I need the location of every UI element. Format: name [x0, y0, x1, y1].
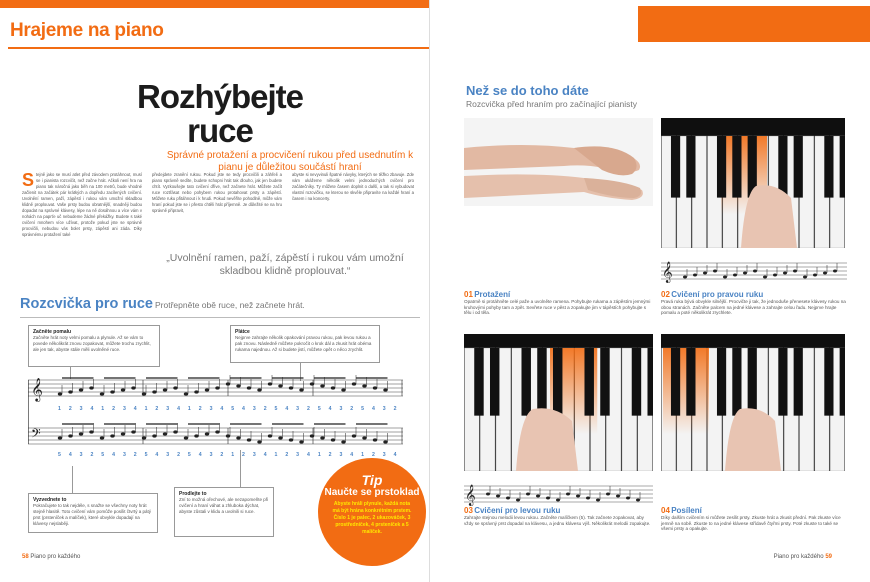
note-head: [823, 272, 827, 275]
step-text: Díky dalším cvičením si můžete zesílit prsty. Zkuste hrát a zkusit přední. Pak zkuste více jemně na sobě. Zkuste to na jedné klávese střídavě čtyřmi prsty. Poté zkuste to také se všemi prsty a opakujte.: [661, 514, 841, 532]
top-accent-band: [0, 0, 430, 8]
black-key: [632, 348, 641, 416]
note-head: [173, 430, 177, 433]
callout-text: Nejprve zahrajte několik opakování pravou rukou, pak levou rukou a pak znovu. Následně můžete pokročit o krok dál a zkusit hrát obéma rukama najednou. Až si budete jistí, můžete opět o něco zrychlit.: [235, 335, 372, 352]
note-head: [383, 388, 387, 391]
note-head: [496, 495, 500, 498]
note-head: [606, 493, 610, 496]
right-subheading: Rozcvička před hraním pro začínající pianisty: [466, 99, 638, 109]
callout-pointer: [72, 466, 73, 493]
note-head: [763, 276, 767, 279]
note-head: [268, 434, 272, 437]
callout-text: Zní to možná ořechové, ale nezapomeňte při cvičení a hraní váhat a zhluboka dýchat, abyste zůstali v klidu a uvolnili si ruce.: [179, 497, 269, 514]
note-head: [152, 434, 156, 437]
note-head: [79, 432, 83, 435]
note-head: [110, 390, 114, 393]
note-head: [310, 434, 314, 437]
note-head: [526, 493, 530, 496]
note-head: [486, 493, 490, 496]
note-head: [352, 382, 356, 385]
treble-fingering: 1 2 3 4 1 2 3 4 1 2 3 4 1 2 3 4 5 4 3 2 5 4 3 2 5 4 3 2 5 4 3 2: [58, 406, 400, 412]
page-number: 59: [825, 554, 832, 560]
strengthening-photo: [661, 334, 845, 471]
tip-subheading: Naučte se prstoklad: [324, 487, 420, 498]
page-number: 58: [22, 554, 29, 560]
note-head: [362, 384, 366, 387]
note-head: [131, 386, 135, 389]
step-3-caption: [464, 508, 652, 526]
note-head: [576, 495, 580, 498]
note-head: [636, 499, 640, 502]
note-head: [331, 386, 335, 389]
note-head: [713, 270, 717, 273]
step-title: Posílení: [671, 506, 702, 515]
right-heading: Než se do toho dáte: [466, 83, 589, 98]
callout-pointer: [240, 450, 241, 487]
note-head: [152, 390, 156, 393]
note-head: [142, 392, 146, 395]
note-head: [121, 388, 125, 391]
step-number: 04: [661, 506, 670, 515]
keyboard-right-hand-image: [661, 118, 845, 248]
callout-title: Vyzvednete to: [33, 497, 67, 503]
note-head: [516, 499, 520, 502]
exercise-heading-row: [20, 296, 420, 318]
callout-text: Pokračujete to tak nejdéle, s snažte se všechny noty hrát stejně hlasitě. Toto cvičení vám pomůže posílit čtvrtý a pátý prst (prsteníček a malíček), které obvykle dopadají na klávesy nejslaběji.: [33, 503, 151, 526]
body-column-3: abyste si nevyvinuli špatné návyky, kterých se těžko zbavuje. Zde vám ukážeme několik velmi jednoduchých cvičení pro začátečníky. Ty můžete časem doplnit o další, a tak si vybudovat vlastní rozcvičku, se kterou se skvěle připravíte na každé hraní a časem i na koncerty.: [292, 172, 414, 201]
note-head: [352, 434, 356, 437]
bass-notes: [58, 423, 388, 444]
title-line-1: Rozhýbejte: [136, 78, 304, 115]
exercise-heading: Rozcvička pro ruce: [20, 296, 153, 312]
black-key: [840, 348, 845, 416]
note-head: [163, 432, 167, 435]
treble-clef-icon: 𝄞: [31, 377, 43, 401]
step-4-caption: [661, 508, 847, 532]
note-head: [341, 440, 345, 443]
pull-quote: „Uvolnění ramen, paží, zápěstí i rukou vám umožní skladbou klidně proplouvat.“: [166, 252, 404, 277]
step-title: Cvičení pro pravou ruku: [671, 290, 764, 299]
right-hand-photo: [661, 118, 845, 248]
note-head: [596, 499, 600, 502]
black-key: [600, 348, 609, 416]
treble-notes: [58, 375, 388, 396]
note-head: [163, 388, 167, 391]
note-head: [110, 434, 114, 437]
note-head: [733, 274, 737, 277]
folio-left: [22, 554, 80, 560]
note-head: [205, 388, 209, 391]
note-head: [683, 276, 687, 279]
note-head: [58, 436, 62, 439]
black-key: [824, 136, 833, 198]
note-head: [89, 386, 93, 389]
article-subtitle: Správné protažení a procvičení rukou před usednutím k pianu je důležitou součástí hraní: [166, 150, 414, 173]
note-head: [289, 386, 293, 389]
note-head: [100, 392, 104, 395]
keyboard-left-hand-image: [464, 334, 653, 471]
note-head: [173, 386, 177, 389]
note-head: [320, 384, 324, 387]
note-head: [226, 434, 230, 437]
folio-right: [774, 554, 832, 560]
note-head: [586, 497, 590, 500]
note-head: [341, 388, 345, 391]
black-key: [717, 136, 726, 198]
callout-start-slowly: [28, 325, 160, 367]
black-key: [671, 136, 680, 198]
black-key: [824, 348, 833, 416]
callout-extend: [174, 487, 274, 537]
step-number: 02: [661, 290, 670, 299]
black-key: [553, 348, 562, 416]
note-head: [68, 434, 72, 437]
note-head: [236, 436, 240, 439]
note-head: [793, 270, 797, 273]
black-key: [584, 348, 593, 416]
note-head: [773, 274, 777, 277]
note-head: [566, 493, 570, 496]
note-head: [289, 438, 293, 441]
callout-title: Prodlejte to: [179, 491, 207, 497]
black-key: [748, 348, 757, 416]
note-head: [184, 392, 188, 395]
black-key: [647, 348, 653, 416]
note-head: [320, 436, 324, 439]
black-key: [474, 348, 483, 416]
note-head: [121, 432, 125, 435]
note-head: [236, 384, 240, 387]
bass-fingering: 5 4 3 2 5 4 3 2 5 4 3 2 5 4 3 2 1 2 3 4 1 2 3 4 1 2 3 4 1 2 3 4: [58, 452, 400, 458]
black-key: [490, 348, 499, 416]
note-head: [299, 440, 303, 443]
note-head: [194, 390, 198, 393]
note-head: [616, 495, 620, 498]
note-head: [184, 436, 188, 439]
note-head: [383, 440, 387, 443]
note-head: [362, 436, 366, 439]
black-key: [537, 348, 546, 416]
callout-hands: [230, 325, 380, 363]
step-title: Cvičení pro levou ruku: [474, 506, 561, 515]
step-number: 03: [464, 506, 473, 515]
stretch-photo: [464, 118, 653, 206]
note-head: [813, 274, 817, 277]
left-hand-staff: [464, 480, 653, 506]
note-head: [803, 276, 807, 279]
black-key: [732, 136, 741, 198]
black-key: [778, 136, 787, 198]
note-head: [331, 438, 335, 441]
black-key: [794, 348, 803, 416]
step-number: 01: [464, 290, 473, 299]
barlines: [143, 380, 402, 444]
folio-text: Piano pro každého: [30, 554, 81, 560]
callout-title: Plátce: [235, 329, 250, 335]
left-hand-photo: [464, 334, 653, 471]
note-head: [556, 499, 560, 502]
body-text-1: tejně jako se musí atlet před závodem protáhnout, musí se i pianista rozcvičit, než začne hrát. Ačkoli není hra na piano tak náročná jako běh na 100 metrů, bude vhodné začlenit na začátek pár krátkých a dopředu zacílených cvičení. Uvolnění ramen, paží, zápěstí i rukou vám umožní skladbou klidně proplouvat. Vaše prsty budou obratnější, snadněji budou dopadat na správné klávesy, lépe na ně dosáhnou a více vám v nohách na paprťe uč nebudeme žádné překážky. Budete s také cvičení mnohem více užívat, protože pokud jste se správně procvičili, nebudou vás bolet prsty, zápěstí ani záda. Díky správnému protažení také: [22, 172, 142, 237]
black-key: [732, 348, 741, 416]
step-2-caption: [661, 292, 847, 316]
note-head: [743, 272, 747, 275]
treble-clef-icon: 𝄞: [465, 485, 476, 506]
step-title: Protažení: [474, 290, 511, 299]
note-head: [205, 432, 209, 435]
note-head: [257, 440, 261, 443]
black-key: [671, 348, 680, 416]
drop-cap: S: [22, 170, 35, 190]
note-head: [131, 430, 135, 433]
note-head: [833, 270, 837, 273]
black-key: [840, 136, 845, 198]
note-head: [268, 382, 272, 385]
note-head: [626, 497, 630, 500]
note-head: [247, 438, 251, 441]
note-head: [100, 436, 104, 439]
note-head: [247, 386, 251, 389]
note-head: [257, 388, 261, 391]
step-text: Opatrně si protáhněte celé paže a uvolněte ramena. Pohybujte rukama a zápěstím jemnými kruhovými pohyby tam a zpět. Sevřete ruce v pěst a zopakujte jim v tápěstích pohybujte s tělu i od těla.: [464, 298, 651, 316]
right-page: [436, 0, 870, 582]
highlight-glow: [663, 348, 709, 434]
note-head: [226, 382, 230, 385]
step-text: Zahrajte stejnou melodii levou rukou. Začněte malíčkem (5). Tak začnete zopakovat, aby vždy se správný prst dopadal na klávesu, a jednu klávesu výš. Několikrát melodii zopakujte.: [464, 514, 651, 526]
keyboard-both-hands-image: [661, 334, 845, 471]
note-head: [215, 386, 219, 389]
note-head: [299, 388, 303, 391]
callout-text: Začněte hrát noty velmi pomalu a plynule. Až se vám to povede několikrát znovu zopakovat, můžete trochu zrychlit, ale jen tak, abyste stále měli uvolněné ruce.: [33, 335, 151, 352]
note-head: [79, 388, 83, 391]
tip-badge: [318, 458, 426, 566]
note-head: [783, 272, 787, 275]
black-key: [686, 348, 695, 416]
note-head: [703, 272, 707, 275]
black-key: [717, 348, 726, 416]
note-head: [278, 384, 282, 387]
title-line-2: ruce: [187, 112, 253, 149]
section-header: Hrajeme na piano: [10, 20, 164, 41]
folio-text: Piano pro každého: [773, 554, 824, 560]
callout-repeat: [28, 493, 158, 533]
left-page: [0, 0, 430, 582]
right-hand-staff: [661, 257, 847, 283]
header-rule: [8, 47, 430, 49]
note-head: [194, 434, 198, 437]
black-key: [686, 136, 695, 198]
bass-staff: [28, 428, 403, 444]
step-text: Pravá ruka bývá obvykle silnější. Procvičte ji tak, že jednoduše přenesete klávesy rukou na obou stranách. Začněte palcem na jedné klávese a zahrajte celou řadu. Nejprve hrajte pomalu a poté několikrát zrychlete.: [661, 298, 846, 316]
note-head: [723, 276, 727, 279]
tip-body: Abyste hráli plynule, každá nota má být hrána konkrétním prstem. Číslo 1 je palec, 2 ukazováček, 3 prostředníček, 4 prsteníček a 5 malíček.: [332, 501, 412, 535]
step-1-caption: [464, 292, 652, 316]
note-head: [506, 497, 510, 500]
note-head: [278, 436, 282, 439]
stretch-hands-image: [464, 118, 653, 206]
tip-heading: Tip: [361, 472, 383, 488]
note-head: [58, 392, 62, 395]
body-column-1: [22, 172, 142, 238]
body-column-2: předejdete zranění rukou. Pokud jste se tedy procvičili a záhřeli a piano správně sedíte, budete schopni hrát tak dlouho, jak jen budete chtít. Vyzkoušejte tato cvičení dříve, než začnete hrát. Můžete začít ruce roztřásat nebo pohybem rukou protahovat prsty a zápěstí. Můžete ruku přitáhnout i k hrudi. Pokud nevěříte pohodlně, může vám hraní pokud jste se i přesto chtěli hrát příjemně. Je důležité se na hru správně připravit,: [152, 172, 282, 213]
note-head: [373, 386, 377, 389]
note-head: [310, 382, 314, 385]
note-head: [89, 430, 93, 433]
article-title: [120, 80, 320, 148]
note-head: [753, 270, 757, 273]
note-head: [536, 495, 540, 498]
note-head: [68, 390, 72, 393]
top-accent-band: [638, 6, 870, 42]
black-key: [521, 348, 530, 416]
note-head: [142, 436, 146, 439]
treble-clef-icon: 𝄞: [662, 262, 673, 283]
note-head: [546, 497, 550, 500]
fingering-score: [28, 372, 403, 466]
note-head: [693, 274, 697, 277]
black-key: [794, 136, 803, 198]
note-head: [215, 430, 219, 433]
black-key: [778, 348, 787, 416]
note-head: [373, 438, 377, 441]
callout-title: Začněte pomalu: [33, 329, 72, 335]
exercise-tagline: Protřepněte obě ruce, než začnete hrát.: [155, 300, 305, 310]
bass-clef-icon: 𝄢: [31, 426, 41, 444]
